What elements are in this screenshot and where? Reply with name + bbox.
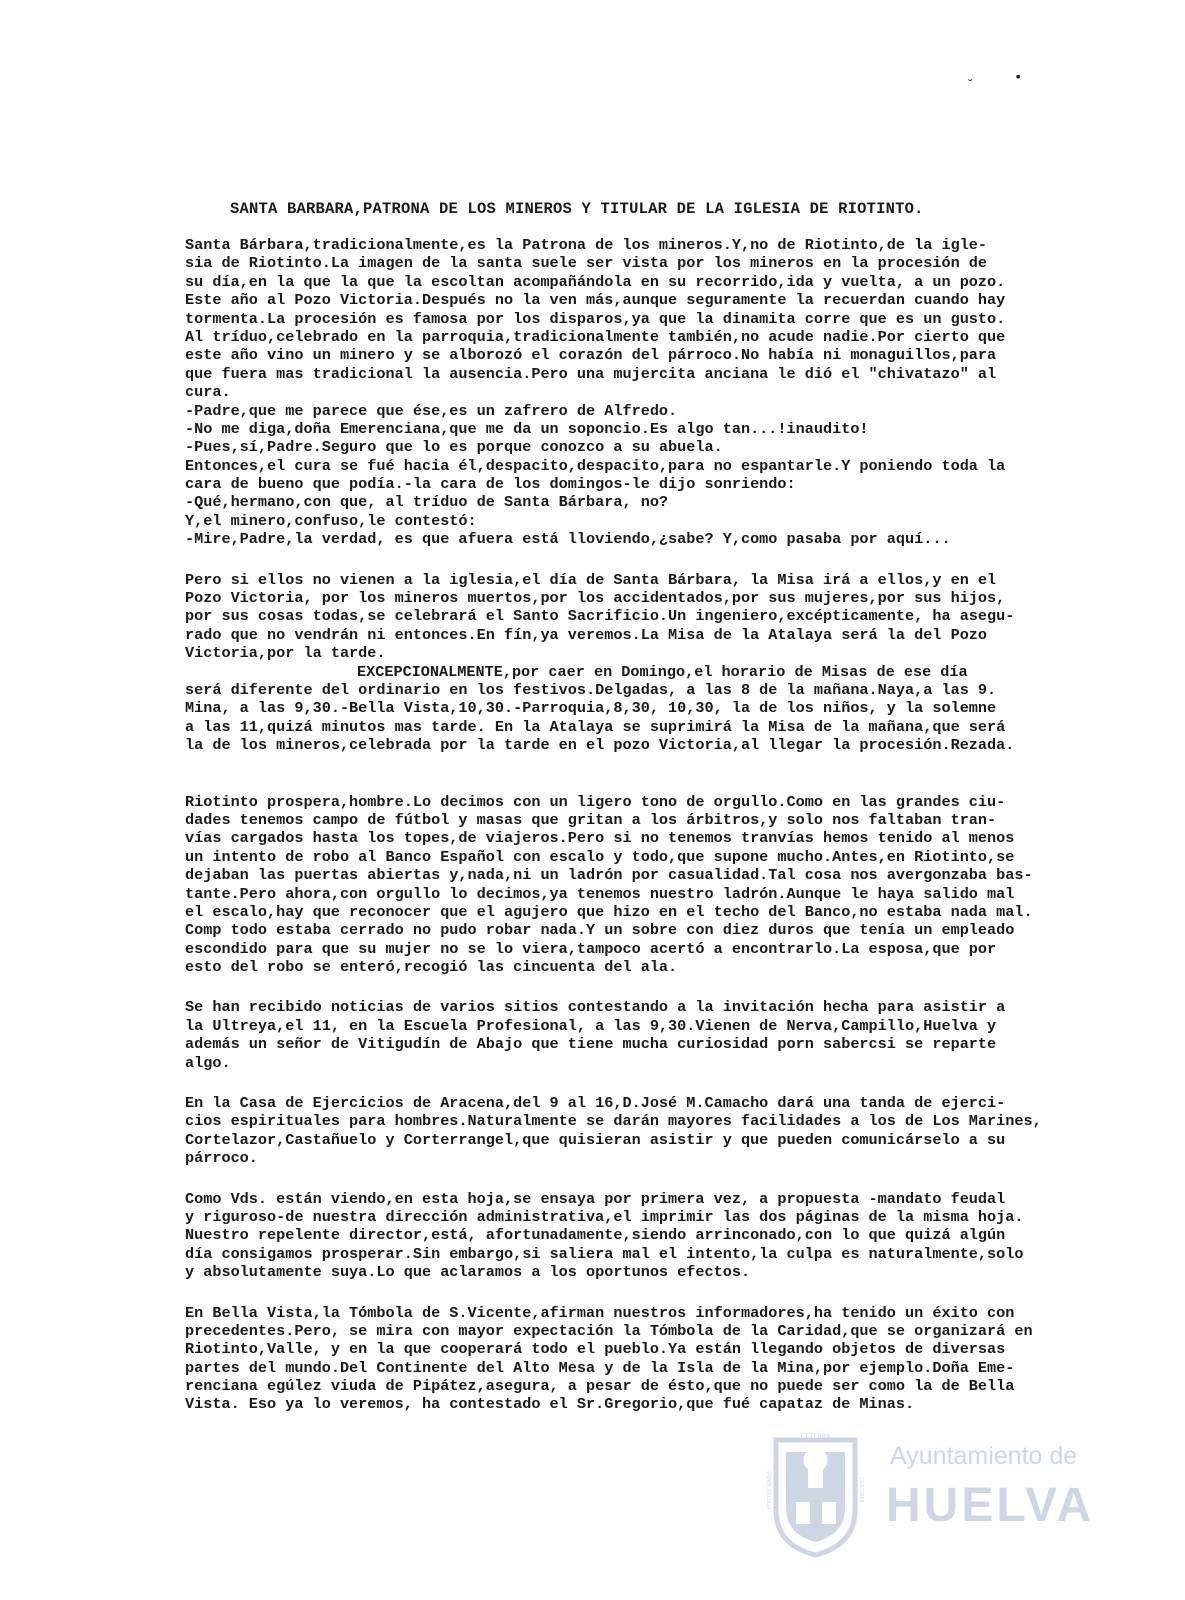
text-line: Riotinto prospera,hombre.Lo decimos con un ligero tono de orgullo.Como en las grandes ciu-: [185, 792, 1006, 811]
paragraph-hoja: [185, 1190, 1100, 1282]
text-line: -Pues,sí,Padre.Seguro que lo es porque conozco a su abuela.: [185, 438, 723, 457]
paragraph-santa-barbara: [185, 236, 1100, 549]
shield-motto-left: PORTUS MARIS: [767, 1471, 773, 1509]
text-line: -Padre,que me parece que ése,es un zafrero de Alfredo.: [185, 401, 678, 420]
text-line: este año vino un minero y se alborozó el corazón del párroco.No había ni monaguillos,para: [185, 346, 997, 365]
text-line: la Ultreya,el 11, en la Escuela Profesional, a las 9,30.Vienen de Nerva,Campillo,Huelva y: [185, 1016, 997, 1035]
paragraph-ultreya: [185, 998, 1100, 1072]
paragraph-ejercicios: [185, 1094, 1100, 1168]
text-line: Santa Bárbara,tradicionalmente,es la Patrona de los mineros.Y,no de Riotinto,de la igle-: [185, 236, 988, 254]
text-line: -Mire,Padre,la verdad, es que afuera está lloviendo,¿sabe? Y,como pasaba por aquí...: [185, 530, 951, 549]
text-line: Cortelazor,Castañuelo y Corterrangel,que quisieran asistir y que pueden comunicárselo a su: [185, 1130, 1006, 1149]
text-line: En Bella Vista,la Tómbola de S.Vicente,afirman nuestros informadores,ha tenido un éxito con: [185, 1303, 1015, 1322]
text-line: a las 11,quizá minutos mas tarde. En la Atalaya se suprimirá la Misa de la mañana,que será: [185, 717, 1006, 736]
paragraph-tombola: [185, 1304, 1100, 1414]
text-line: tormenta.La procesión es famosa por los disparos,ya que la dinamita corre que es un gusto.: [185, 309, 1006, 328]
watermark-city: HUELVA: [886, 1479, 1095, 1532]
text-line: además un señor de Vitigudín de Abajo que tiene mucha curiosidad porn sabercsi se reparte: [185, 1035, 997, 1054]
text-line: Nuestro repelente director,está, afortunadamente,siendo arrinconado,con lo que quizá algún: [185, 1226, 1006, 1245]
text-line: el escalo,hay que reconocer que el agujero que hizo en el techo del Banco,no estaba nada mal.: [185, 902, 1033, 921]
text-line: EXCEPCIONALMENTE,por caer en Domingo,el horario de Misas de ese día: [357, 662, 968, 681]
text-line: renciana egúlez viuda de Pipátez,asegura, a pesar de ésto,que no puede ser como la de Bella: [185, 1377, 1015, 1396]
text-line: un intento de robo al Banco Español con escalo y todo,que supone mucho.Antes,en Riotinto,se: [185, 847, 1015, 866]
text-line: Entonces,el cura se fué hacia él,despacito,despacito,para no espantarle.Y poniendo toda la: [185, 456, 1006, 475]
scan-mark: ˇ: [966, 78, 975, 94]
text-line: Y,el minero,confuso,le contestó:: [185, 511, 477, 530]
text-line: partes del mundo.Del Continente del Alto Mesa y de la Isla de la Mina,por ejemplo.Doña Eme-: [185, 1358, 1015, 1377]
paragraph-horario: [185, 663, 1100, 755]
scan-mark: •: [1014, 70, 1023, 86]
text-line: rado que no vendrán ni entonces.En fín,ya veremos.La Misa de la Atalaya será la del Pozo: [185, 625, 988, 644]
text-line: Victoria,por la tarde.: [185, 644, 386, 663]
shield-motto-top: ET TERRA: [800, 1434, 831, 1440]
text-line: Como Vds. están viendo,en esta hoja,se ensaya por primera vez, a propuesta -mandato feudal: [185, 1189, 1006, 1208]
text-line: -No me diga,doña Emerenciana,que me da un soponcio.Es algo tan...!inaudito!: [185, 419, 869, 438]
text-line: cara de bueno que podía.-la cara de los domingos-le dijo sonriendo:: [185, 475, 796, 494]
document-body: [185, 236, 1100, 1414]
coat-of-arms-icon: [768, 1430, 863, 1560]
text-line: día consigamos prosperar.Sin embargo,si saliera mal el intento,la culpa es naturalmente,solo: [185, 1244, 1024, 1263]
text-line: por sus cosas todas,se celebrará el Santo Sacrificio.Un ingeniero,excépticamente, ha asegu-: [185, 607, 1015, 626]
text-line: escondido para que su mujer no se lo viera,tampoco acertó a encontrarlo.La esposa,que por: [185, 939, 997, 958]
text-line: esto del robo se enteró,recogió las cincuenta del ala.: [185, 958, 678, 977]
text-line: la de los mineros,celebrada por la tarde en el pozo Victoria,al llegar la procesión.Rezada.: [185, 736, 1015, 755]
text-line: Vista. Eso ya lo veremos, ha contestado el Sr.Gregorio,que fué capataz de Minas.: [185, 1395, 915, 1414]
text-line: su día,en la que la que la escoltan acompañándola en su recorrido,ida y vuelta, a un pozo.: [185, 272, 1006, 291]
text-line: será diferente del ordinario en los festivos.Delgadas, a las 8 de la mañana.Naya,a las 9.: [185, 680, 997, 699]
text-line: Riotinto,Valle, y en la que cooperará todo el pueblo.Ya están llegando objetos de diversas: [185, 1340, 1006, 1359]
text-line: Se han recibido noticias de varios sitios contestando a la invitación hecha para asistir a: [185, 998, 1006, 1017]
text-line: Pero si ellos no vienen a la iglesia,el día de Santa Bárbara, la Misa irá a ellos,y en el: [185, 570, 997, 589]
text-line: Mina, a las 9,30.-Bella Vista,10,30.-Parroquia,8,30, 10,30, la de los niños, y la solemne: [185, 699, 997, 718]
text-line: cura.: [185, 383, 231, 402]
text-line: -Qué,hermano,con que, al tríduo de Santa Bárbara, no?: [185, 493, 669, 512]
text-line: tante.Pero ahora,con orgullo lo decimos,ya tenemos nuestro ladrón.Aunque le haya salido mal: [185, 884, 1015, 903]
text-line: precedentes.Pero, se mira con mayor expectación la Tómbola de la Caridad,que se organizará en: [185, 1321, 1033, 1340]
watermark-name: Ayuntamiento de: [890, 1442, 1078, 1470]
text-line: Comp todo estaba cerrado no pudo robar nada.Y un sobre con diez duros que tenía un empleado: [185, 921, 1015, 940]
text-line: sia de Riotinto.La imagen de la santa suele ser vista por los mineros en la procesión de: [185, 254, 988, 273]
text-line: que fuera mas tradicional la ausencia.Pero una mujercita anciana le dió el "chivatazo" al: [185, 364, 997, 383]
text-line: Al tríduo,celebrado en la parroquia,tradicionalmente también,no acude nadie.Por cierto que: [185, 327, 1006, 346]
text-line: cios espirituales para hombres.Naturalmente se darán mayores facilidades a los de Los Marines,: [185, 1112, 1042, 1131]
text-line: dejaban las puertas abiertas y,nada,ni un ladrón por casualidad.Tal cosa nos avergonzaba bas-: [185, 866, 1033, 885]
shield-motto-right: CUSTODIA: [858, 1477, 864, 1503]
document-title: SANTA BARBARA,PATRONA DE LOS MINEROS Y TITULAR DE LA IGLESIA DE RIOTINTO.: [230, 200, 924, 218]
ayuntamiento-huelva-watermark: [768, 1420, 1098, 1570]
text-line: En la Casa de Ejercicios de Aracena,del 9 al 16,D.José M.Camacho dará una tanda de ejerci-: [185, 1094, 1006, 1113]
text-line: vías cargados hasta los topes,de viajeros.Pero si no tenemos tranvías hemos tenido al menos: [185, 829, 1015, 848]
text-line: Este año al Pozo Victoria.Después no la ven más,aunque seguramente la recuerdan cuando hay: [185, 291, 1006, 310]
text-line: algo.: [185, 1053, 231, 1072]
text-line: y absolutamente suya.Lo que aclaramos a los oportunos efectos.: [185, 1263, 751, 1282]
text-line: párroco.: [185, 1149, 258, 1168]
paragraph-misa-pozo: [185, 571, 1100, 663]
paragraph-riotinto-prospera: [185, 793, 1100, 977]
text-line: Pozo Victoria, por los mineros muertos,por los accidentados,por sus mujeres,por sus hijos,: [185, 589, 1006, 608]
text-line: y riguroso-de nuestra dirección administrativa,el imprimir las dos páginas de la misma hoja.: [185, 1207, 1024, 1226]
text-line: dades tenemos campo de fútbol y masas que gritan a los árbitros,y solo nos faltaban tran-: [185, 810, 997, 829]
